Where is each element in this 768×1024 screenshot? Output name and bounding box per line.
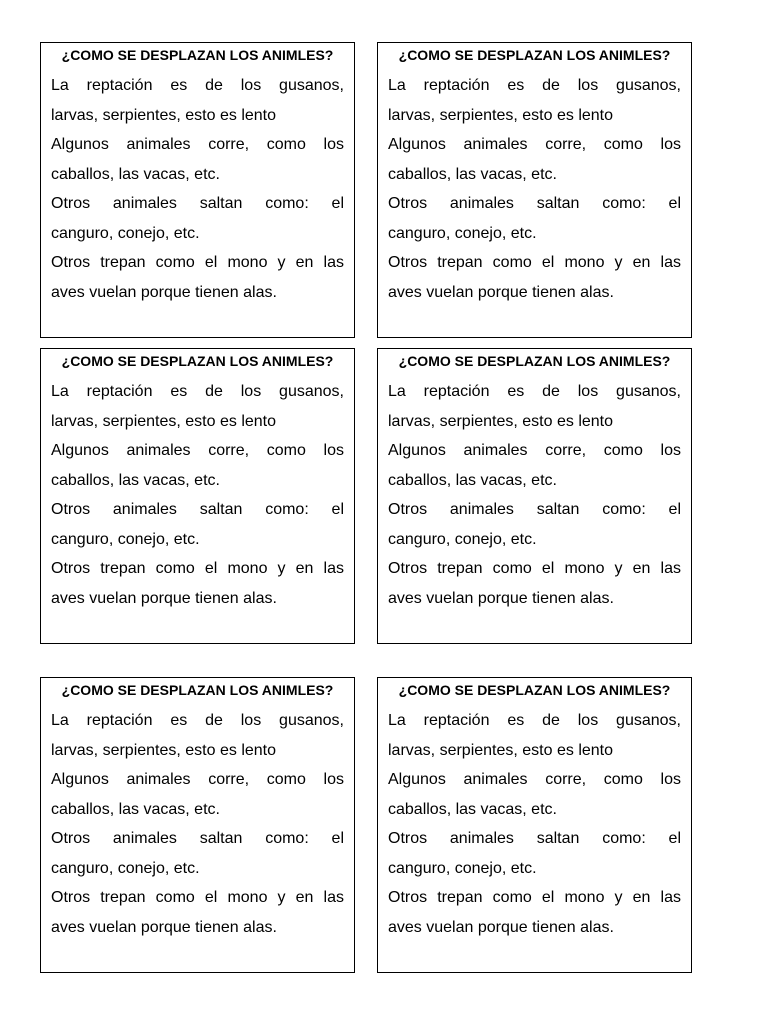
card-line: Otros animales saltan como: el — [388, 195, 681, 212]
card-line: canguro, conejo, etc. — [388, 859, 537, 877]
card-line: La reptación es de los gusanos, — [388, 77, 681, 94]
card-line: Otros animales saltan como: el — [51, 830, 344, 847]
card-line: Otros trepan como el mono y en las — [388, 889, 681, 906]
card-line: Algunos animales corre, como los — [51, 136, 344, 153]
card-line: Otros trepan como el mono y en las — [51, 560, 344, 577]
card-line: Algunos animales corre, como los — [388, 771, 681, 788]
card-line: canguro, conejo, etc. — [51, 530, 200, 548]
card-line: caballos, las vacas, etc. — [51, 800, 220, 818]
card-line: Algunos animales corre, como los — [51, 442, 344, 459]
card-line: larvas, serpientes, esto es lento — [388, 741, 614, 759]
card-line: aves vuelan porque tienen alas. — [388, 283, 614, 301]
card-line: caballos, las vacas, etc. — [51, 471, 220, 489]
card-line: caballos, las vacas, etc. — [388, 471, 557, 489]
card-title: ¿COMO SE DESPLAZAN LOS ANIMLES? — [61, 353, 334, 369]
card-line: caballos, las vacas, etc. — [51, 165, 220, 183]
card-line: aves vuelan porque tienen alas. — [388, 918, 614, 936]
card-line: La reptación es de los gusanos, — [51, 77, 344, 94]
card-line: larvas, serpientes, esto es lento — [388, 106, 614, 124]
card-title: ¿COMO SE DESPLAZAN LOS ANIMLES? — [398, 682, 671, 698]
card-line: Otros trepan como el mono y en las — [51, 254, 344, 271]
info-card — [40, 677, 355, 973]
card-body — [388, 377, 681, 613]
card-line: aves vuelan porque tienen alas. — [51, 283, 277, 301]
card-line: La reptación es de los gusanos, — [51, 383, 344, 400]
card-line: Otros animales saltan como: el — [388, 830, 681, 847]
info-card — [40, 348, 355, 644]
card-body — [388, 71, 681, 307]
card-line: aves vuelan porque tienen alas. — [51, 589, 277, 607]
card-body — [388, 706, 681, 942]
card-line: larvas, serpientes, esto es lento — [51, 106, 277, 124]
card-title: ¿COMO SE DESPLAZAN LOS ANIMLES? — [61, 47, 334, 63]
info-card — [377, 42, 692, 338]
card-line: caballos, las vacas, etc. — [388, 165, 557, 183]
card-line: La reptación es de los gusanos, — [388, 712, 681, 729]
card-title: ¿COMO SE DESPLAZAN LOS ANIMLES? — [61, 682, 334, 698]
card-line: Otros animales saltan como: el — [51, 195, 344, 212]
card-line: Otros animales saltan como: el — [51, 501, 344, 518]
info-card — [377, 348, 692, 644]
card-line: Otros trepan como el mono y en las — [388, 560, 681, 577]
card-body — [51, 377, 344, 613]
card-line: Otros trepan como el mono y en las — [51, 889, 344, 906]
card-line: larvas, serpientes, esto es lento — [51, 412, 277, 430]
info-card — [40, 42, 355, 338]
card-line: caballos, las vacas, etc. — [388, 800, 557, 818]
card-line: canguro, conejo, etc. — [51, 859, 200, 877]
card-line: Otros animales saltan como: el — [388, 501, 681, 518]
card-line: Algunos animales corre, como los — [388, 136, 681, 153]
card-line: canguro, conejo, etc. — [388, 530, 537, 548]
card-line: Algunos animales corre, como los — [388, 442, 681, 459]
card-title: ¿COMO SE DESPLAZAN LOS ANIMLES? — [398, 47, 671, 63]
info-card — [377, 677, 692, 973]
card-line: aves vuelan porque tienen alas. — [388, 589, 614, 607]
card-line: larvas, serpientes, esto es lento — [51, 741, 277, 759]
card-line: larvas, serpientes, esto es lento — [388, 412, 614, 430]
card-line: Otros trepan como el mono y en las — [388, 254, 681, 271]
card-body — [51, 706, 344, 942]
card-title: ¿COMO SE DESPLAZAN LOS ANIMLES? — [398, 353, 671, 369]
card-line: La reptación es de los gusanos, — [388, 383, 681, 400]
card-line: canguro, conejo, etc. — [51, 224, 200, 242]
card-line: La reptación es de los gusanos, — [51, 712, 344, 729]
card-line: canguro, conejo, etc. — [388, 224, 537, 242]
card-line: aves vuelan porque tienen alas. — [51, 918, 277, 936]
card-line: Algunos animales corre, como los — [51, 771, 344, 788]
card-body — [51, 71, 344, 307]
